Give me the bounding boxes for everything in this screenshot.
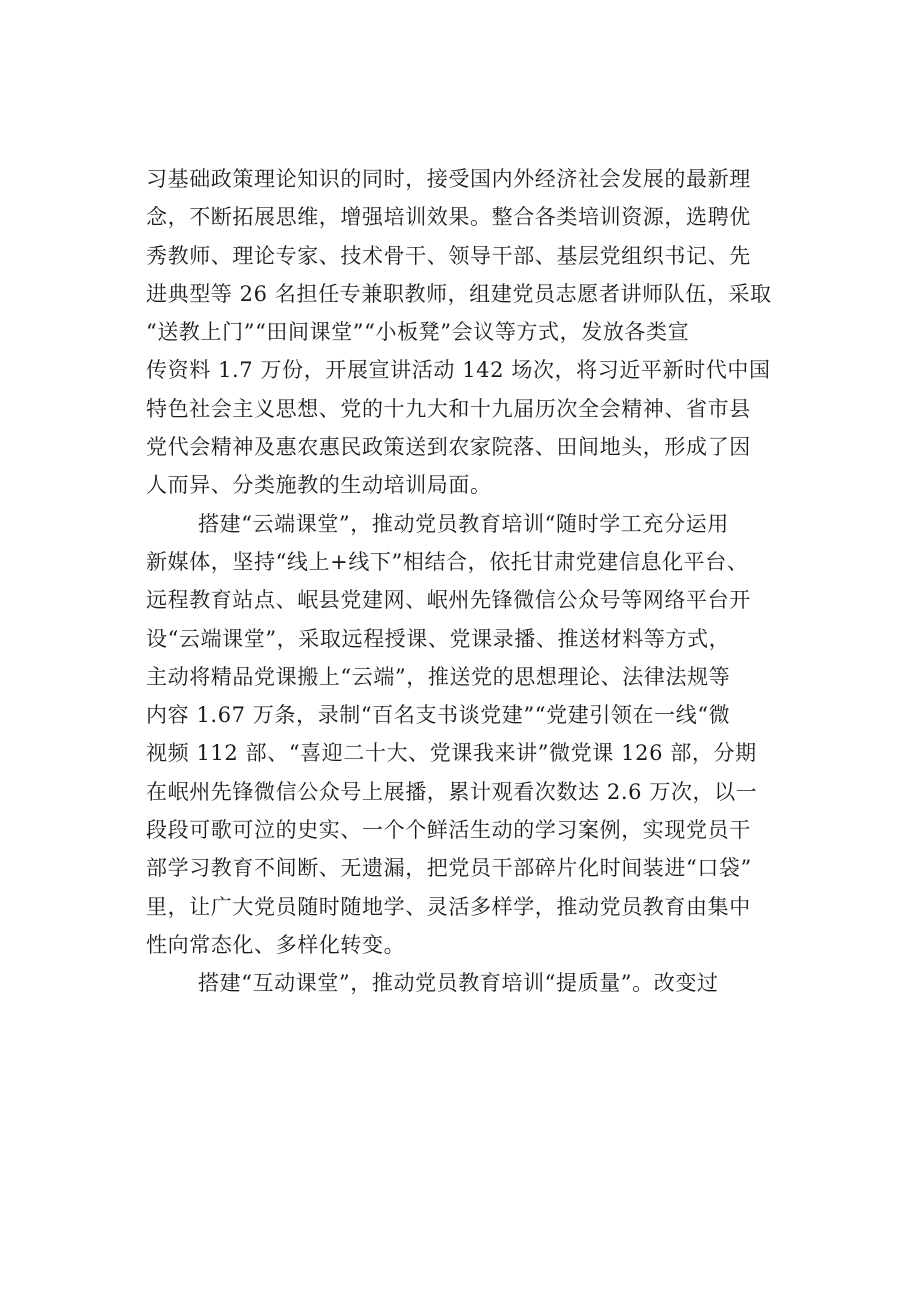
text-line: 习基础政策理论知识的同时，接受国内外经济社会发展的最新理 bbox=[146, 167, 751, 191]
text-line: 在岷州先锋微信公众号上展播，累计观看次数达 2.6 万次，以一 bbox=[146, 779, 758, 804]
text-line: 搭建“互动课堂”，推动党员教育培训“提质量”。改变过 bbox=[198, 971, 719, 996]
text-line: 性向常态化、多样化转变。 bbox=[146, 932, 406, 957]
text-line: 人而异、分类施教的生动培训局面。 bbox=[146, 473, 492, 498]
document-body bbox=[146, 160, 814, 1003]
text-line: 新媒体，坚持“线上+线下”相结合，依托甘肃党建信息化平台、 bbox=[146, 549, 749, 574]
text-line: 念，不断拓展思维，增强培训效果。整合各类培训资源，选聘优 bbox=[146, 205, 751, 230]
text-line: “送教上门”“田间课堂”“小板凳”会议等方式，发放各类宣 bbox=[146, 320, 690, 345]
text-line: 传资料 1.7 万份，开展宣讲活动 142 场次，将习近平新时代中国 bbox=[146, 358, 771, 383]
text-line: 秀教师、理论专家、技术骨干、领导干部、基层党组织书记、先 bbox=[146, 243, 751, 268]
text-line: 设“云端课堂”，采取远程授课、党课录播、推送材料等方式， bbox=[146, 626, 731, 651]
text-line: 特色社会主义思想、党的十九大和十九届历次全会精神、省市县 bbox=[146, 396, 751, 421]
text-line: 远程教育站点、岷县党建网、岷州先锋微信公众号等网络平台开 bbox=[146, 588, 751, 613]
text-line: 段段可歌可泣的史实、一个个鲜活生动的学习案例，实现党员干 bbox=[146, 818, 751, 843]
text-line: 里，让广大党员随时随地学、灵活多样学，推动党员教育由集中 bbox=[146, 894, 751, 919]
paragraph bbox=[146, 964, 814, 1002]
paragraph bbox=[146, 160, 814, 505]
text-line: 部学习教育不间断、无遗漏，把党员干部碎片化时间装进“口袋” bbox=[146, 856, 752, 881]
text-line: 搭建“云端课堂”，推动党员教育培训“随时学工充分运用 bbox=[198, 511, 729, 536]
text-line: 视频 112 部、“喜迎二十大、党课我来讲”微党课 126 部，分期 bbox=[146, 741, 757, 766]
text-line: 党代会精神及惠农惠民政策送到农家院落、田间地头，形成了因 bbox=[146, 435, 751, 460]
text-line: 主动将精品党课搬上“云端”，推送党的思想理论、法律法规等 bbox=[146, 664, 731, 689]
text-line: 进典型等 26 名担任专兼职教师，组建党员志愿者讲师队伍，采取 bbox=[146, 281, 772, 306]
paragraph bbox=[146, 505, 814, 965]
text-line: 内容 1.67 万条，录制“百名支书谈党建”“党建引领在一线“微 bbox=[146, 703, 731, 728]
